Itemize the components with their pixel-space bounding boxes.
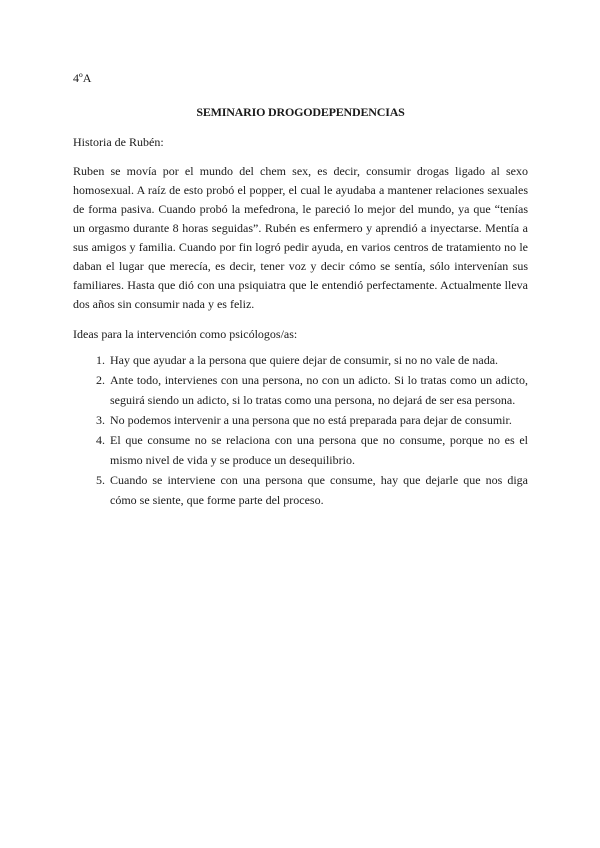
course-label: 4ºA bbox=[73, 71, 92, 85]
list-item: 5. Cuando se interviene con una persona que consume, hay que dejarle que nos diga cómo se siente, que forme parte del proceso. bbox=[108, 470, 528, 510]
document-title: SEMINARIO DROGODEPENDENCIAS bbox=[196, 105, 405, 119]
ideas-list bbox=[73, 350, 528, 510]
document-page bbox=[73, 70, 528, 510]
ideas-heading: Ideas para la intervención como psicólogos/as: bbox=[73, 327, 298, 341]
list-item: 1. Hay que ayudar a la persona que quiere dejar de consumir, si no no vale de nada. bbox=[108, 350, 528, 370]
list-item: 4. El que consume no se relaciona con una persona que no consume, porque no es el mismo nivel de vida y se produce un desequilibrio. bbox=[108, 430, 528, 470]
story-paragraph: Ruben se movía por el mundo del chem sex, es decir, consumir drogas ligado al sexo homosexual. A raíz de esto probó el popper, el cual le ayudaba a mantener relaciones sexuales de forma pasiva. Cuando probó la mefedrona, le pareció lo mejor del mundo, ya que “tenías un orgasmo durante 8 horas seguidas”. Rubén es enfermero y aprendió a inyectarse. Mentía a sus amigos y familia. Cuando por fin logró pedir ayuda, en varios centros de tratamiento no le daban el lugar que merecía, es decir, tener voz y decir cómo se sentía, sólo intervenían sus familiares. Hasta que dió con una psiquiatra que le entendió perfectamente. Actualmente lleva dos años sin consumir nada y es feliz. bbox=[73, 164, 528, 311]
story-subtitle: Historia de Rubén: bbox=[73, 135, 164, 149]
list-item: 3. No podemos intervenir a una persona que no está preparada para dejar de consumir. bbox=[108, 410, 528, 430]
list-item: 2. Ante todo, intervienes con una persona, no con un adicto. Si lo tratas como un adicto, seguirá siendo un adicto, si lo tratas como una persona, no dejará de ser esa persona. bbox=[108, 370, 528, 410]
